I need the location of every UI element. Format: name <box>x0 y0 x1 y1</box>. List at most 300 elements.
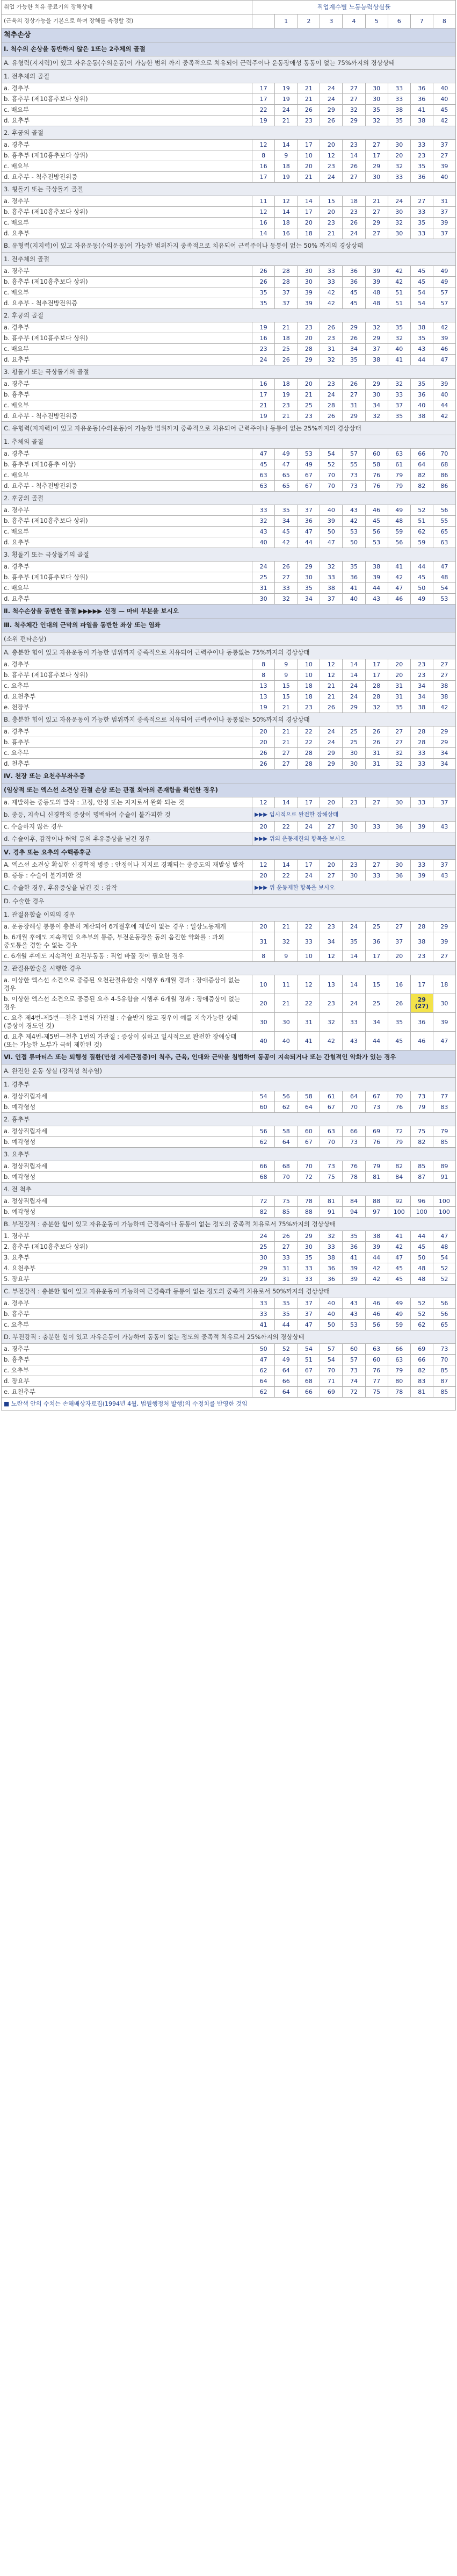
rate-cell: 55 <box>433 516 455 527</box>
rate-cell: 33 <box>365 870 388 881</box>
rate-cell: 58 <box>275 1126 298 1137</box>
rate-cell: 56 <box>388 537 410 548</box>
rate-cell: 28 <box>320 400 343 411</box>
rate-cell: 42 <box>275 537 298 548</box>
rate-cell: 36 <box>343 1242 365 1253</box>
rate-cell: 20 <box>252 922 275 932</box>
rate-cell: 18 <box>433 975 455 994</box>
rate-cell: 20 <box>388 951 410 962</box>
row-label: d. 요추부 <box>2 594 252 605</box>
rate-cell: 51 <box>410 516 433 527</box>
rate-cell: 21 <box>275 726 298 737</box>
rate-cell: 31 <box>275 1274 298 1285</box>
rate-cell: 33 <box>388 390 410 400</box>
rate-cell: 79 <box>388 470 410 481</box>
rate-cell: 14 <box>298 196 320 207</box>
row-label: b. 흉추부 (제10흉추보다 상위) <box>2 277 252 287</box>
rate-cell: 89 <box>433 1161 455 1172</box>
row-label: c. 배요부 <box>2 400 252 411</box>
table-row <box>2 681 456 692</box>
rate-cell: 18 <box>298 228 320 239</box>
subheading-row <box>2 309 456 322</box>
rate-cell: 94 <box>343 1207 365 1218</box>
rate-cell: 35 <box>388 322 410 333</box>
rate-cell: 24 <box>252 355 275 365</box>
row-label: d. 수술이후, 감작이나 허약 등의 후유증상을 남긴 경우 <box>2 832 252 846</box>
rate-cell: 66 <box>410 449 433 459</box>
rate-cell: 43 <box>433 870 455 881</box>
rate-cell: 70 <box>343 1102 365 1113</box>
subheading-row <box>2 1113 456 1126</box>
header-col: 7 <box>410 15 433 28</box>
rate-cell: 23 <box>298 116 320 126</box>
rate-cell: 50 <box>252 1344 275 1355</box>
row-label: e. 천장부 <box>2 702 252 713</box>
rate-cell: 37 <box>298 505 320 516</box>
title-row <box>2 28 456 42</box>
rate-cell: 24 <box>320 94 343 105</box>
rate-cell: 16 <box>252 218 275 228</box>
rate-cell: 64 <box>275 1365 298 1376</box>
rate-cell: 27 <box>433 150 455 161</box>
rate-cell: 70 <box>433 449 455 459</box>
rate-cell: 53 <box>365 537 388 548</box>
reference-row <box>2 881 456 895</box>
rate-cell: 70 <box>320 1365 343 1376</box>
row-label: 5. 장요부 <box>2 1274 252 1285</box>
rate-cell: 67 <box>298 1137 320 1148</box>
rate-cell: 39 <box>298 287 320 298</box>
rate-cell: 31 <box>388 681 410 692</box>
rate-cell: 88 <box>298 1207 320 1218</box>
rate-cell: 21 <box>275 922 298 932</box>
rate-cell: 76 <box>365 1137 388 1148</box>
rate-cell: 21 <box>365 196 388 207</box>
rate-cell: 38 <box>320 1253 343 1263</box>
row-label: a. 재발하는 중등도의 발작 : 고정, 안정 또는 지지로서 완화 되는 것 <box>2 797 252 808</box>
rate-cell: 10 <box>252 975 275 994</box>
rate-cell: 34 <box>343 344 365 355</box>
rate-cell: 82 <box>252 1207 275 1218</box>
rate-cell: 42 <box>365 1263 388 1274</box>
header-col: 6 <box>388 15 410 28</box>
rate-cell: 52 <box>410 1298 433 1309</box>
rate-cell: 29 <box>320 759 343 769</box>
rate-cell: 35 <box>410 161 433 172</box>
rate-cell: 59 <box>388 1320 410 1330</box>
rate-cell: 41 <box>298 1032 320 1050</box>
rate-cell: 23 <box>320 994 343 1013</box>
table-row <box>2 975 456 994</box>
rate-cell: 26 <box>343 333 365 344</box>
row-label: a. 경추부 <box>2 505 252 516</box>
rate-cell: 23 <box>410 150 433 161</box>
rate-cell: 23 <box>343 207 365 218</box>
rate-cell: 25 <box>365 994 388 1013</box>
rate-cell: 39 <box>433 1013 455 1032</box>
row-label: b. 예각형성 <box>2 1207 252 1218</box>
table-row <box>2 1298 456 1309</box>
rate-cell: 38 <box>433 692 455 702</box>
rate-cell: 30 <box>388 228 410 239</box>
rate-cell: 18 <box>298 681 320 692</box>
rate-cell: 35 <box>343 932 365 951</box>
rate-cell: 33 <box>410 797 433 808</box>
subheading-row <box>2 1148 456 1161</box>
table-row <box>2 449 456 459</box>
rate-cell: 54 <box>410 287 433 298</box>
subheading-row <box>2 1218 456 1231</box>
section-heading-row <box>2 846 456 860</box>
subheading-text: 2. 흉추부 <box>2 1113 456 1126</box>
rate-cell: 60 <box>365 1355 388 1365</box>
rate-cell: 28 <box>298 344 320 355</box>
rate-cell: 43 <box>343 1032 365 1050</box>
rate-cell: 19 <box>252 116 275 126</box>
rate-cell: 27 <box>388 737 410 748</box>
subheading-row <box>2 713 456 726</box>
rate-cell: 34 <box>320 932 343 951</box>
rate-cell: 26 <box>343 161 365 172</box>
row-label: a. 경추부 <box>2 1298 252 1309</box>
rate-cell: 58 <box>365 459 388 470</box>
rate-cell: 37 <box>433 860 455 870</box>
rate-cell: 52 <box>410 505 433 516</box>
rate-cell: 20 <box>320 860 343 870</box>
rate-cell: 46 <box>365 1309 388 1320</box>
rate-cell: 29 <box>252 1263 275 1274</box>
rate-cell: 36 <box>410 94 433 105</box>
table-row <box>2 537 456 548</box>
rate-cell: 73 <box>343 481 365 492</box>
rate-cell: 76 <box>365 470 388 481</box>
rate-cell: 12 <box>275 196 298 207</box>
rate-cell: 26 <box>252 266 275 277</box>
row-label: a. 정상직립자세 <box>2 1091 252 1102</box>
table-row <box>2 951 456 962</box>
rate-cell: 16 <box>388 975 410 994</box>
rate-cell: 33 <box>410 748 433 759</box>
rate-cell: 42 <box>320 1032 343 1050</box>
rate-cell: 30 <box>343 759 365 769</box>
rate-cell: 45 <box>343 298 365 309</box>
table-row <box>2 822 456 832</box>
rate-cell: 63 <box>433 537 455 548</box>
rate-cell: 23 <box>343 140 365 150</box>
rate-cell: 19 <box>275 83 298 94</box>
rate-cell: 20 <box>298 161 320 172</box>
table-row <box>2 1344 456 1355</box>
rate-cell: 47 <box>298 527 320 537</box>
table-row <box>2 1263 456 1274</box>
rate-cell: 20 <box>320 207 343 218</box>
rate-cell: 28 <box>275 277 298 287</box>
rate-cell: 77 <box>365 1376 388 1387</box>
rate-cell: 70 <box>433 1355 455 1365</box>
rate-cell: 32 <box>320 355 343 365</box>
row-label: b. 6개월 후에도 지속적인 요추부의 통증, 부전운동장을 동의 음진한 약화를 : 과외 중도통을 경할 수 없는 경우 <box>2 932 252 951</box>
row-label: b. 흉추부 <box>2 737 252 748</box>
section-heading: Ⅳ. 천장 또는 요천추부좌추증 <box>2 769 456 783</box>
section-heading: Ⅰ. 척수의 손상을 동반하지 않은 1또는 2추체의 골절 <box>2 42 456 56</box>
section-heading-row <box>2 783 456 797</box>
rate-cell: 71 <box>320 1376 343 1387</box>
row-label: A. 엑스선 소견상 확실한 신경학적 병증 : 안정이나 지지로 경쾌되는 중증도의 재발성 발작 <box>2 860 252 870</box>
rate-cell: 56 <box>433 1309 455 1320</box>
rate-cell: 32 <box>388 218 410 228</box>
rate-cell: 45 <box>388 1263 410 1274</box>
section-heading-row <box>2 42 456 56</box>
rate-cell: 9 <box>275 150 298 161</box>
row-label: a. 경추부 <box>2 659 252 670</box>
rate-cell: 61 <box>388 459 410 470</box>
subheading-row <box>2 239 456 253</box>
rate-cell: 79 <box>410 1102 433 1113</box>
rate-cell: 20 <box>320 797 343 808</box>
rate-cell: 79 <box>433 1126 455 1137</box>
rate-cell: 32 <box>365 411 388 422</box>
rate-cell: 26 <box>365 737 388 748</box>
rate-cell: 21 <box>275 994 298 1013</box>
rate-cell: 91 <box>433 1172 455 1183</box>
rate-cell: 75 <box>275 1196 298 1207</box>
rate-cell: 70 <box>298 1161 320 1172</box>
table-row <box>2 1376 456 1387</box>
row-label: b. 예각형성 <box>2 1137 252 1148</box>
rate-cell: 35 <box>252 287 275 298</box>
rate-cell: 40 <box>388 344 410 355</box>
table-row <box>2 287 456 298</box>
rate-cell: 33 <box>388 83 410 94</box>
table-row <box>2 726 456 737</box>
rate-cell: 75 <box>320 1172 343 1183</box>
rate-cell: 12 <box>320 670 343 681</box>
rate-cell: 67 <box>320 1102 343 1113</box>
subheading-row <box>2 183 456 196</box>
rate-cell: 87 <box>433 1376 455 1387</box>
rate-cell: 66 <box>388 1344 410 1355</box>
row-label: b. 흉추부 <box>2 1309 252 1320</box>
rate-cell: 44 <box>365 583 388 594</box>
subheading-row <box>2 56 456 70</box>
rate-cell: 72 <box>252 1196 275 1207</box>
highlighted-rate-cell: 29 (27) <box>410 994 433 1013</box>
subheading-text: 1. 관절유합술 이외의 경우 <box>2 908 456 922</box>
rate-cell: 24 <box>343 681 365 692</box>
rate-cell: 62 <box>252 1137 275 1148</box>
rate-cell: 22 <box>252 105 275 116</box>
subheading-text: D. 부전강직 : 충분한 힘이 있고 자유운동이 가능하여 동통이 없는 정도의 중족적 치유로서 25%까지의 경상상태 <box>2 1330 456 1344</box>
table-row <box>2 860 456 870</box>
rate-cell: 24 <box>320 172 343 183</box>
table-row <box>2 140 456 150</box>
subheading-text: C. 부전강직 : 충분한 힘이 있고 자유운동이 가능하여 근경축과 동통이 없는 정도의 중족적 치유로서 50%까지의 경상상태 <box>2 1285 456 1298</box>
rate-cell: 29 <box>365 161 388 172</box>
rate-cell: 28 <box>365 692 388 702</box>
rate-cell: 72 <box>298 1172 320 1183</box>
rate-cell: 43 <box>410 344 433 355</box>
rate-cell: 42 <box>433 322 455 333</box>
row-label: c. 수술하지 않은 경우 <box>2 822 252 832</box>
rate-cell: 40 <box>320 1309 343 1320</box>
rate-cell: 47 <box>275 459 298 470</box>
rate-cell: 77 <box>433 1091 455 1102</box>
table-row <box>2 1274 456 1285</box>
rate-cell: 39 <box>365 277 388 287</box>
rate-cell: 24 <box>343 228 365 239</box>
rate-cell: 41 <box>252 1320 275 1330</box>
rate-cell: 76 <box>365 481 388 492</box>
rate-cell: 16 <box>252 333 275 344</box>
rate-cell: 19 <box>252 702 275 713</box>
rate-cell: 29 <box>433 737 455 748</box>
header-col: 1 <box>275 15 298 28</box>
table-row <box>2 196 456 207</box>
rate-cell: 60 <box>252 1102 275 1113</box>
rate-cell: 17 <box>410 975 433 994</box>
rate-cell: 34 <box>433 748 455 759</box>
reference-row <box>2 832 456 846</box>
rate-cell: 27 <box>343 94 365 105</box>
rate-cell: 36 <box>410 1013 433 1032</box>
rate-cell: 30 <box>343 822 365 832</box>
rate-cell: 47 <box>433 1032 455 1050</box>
rate-cell: 33 <box>275 1253 298 1263</box>
rate-cell: 24 <box>320 83 343 94</box>
rate-cell: 57 <box>433 287 455 298</box>
rate-cell: 45 <box>365 516 388 527</box>
table-row <box>2 1137 456 1148</box>
rate-cell: 26 <box>298 105 320 116</box>
table-row <box>2 1013 456 1032</box>
row-label: c. 요추부 <box>2 1365 252 1376</box>
rate-cell: 45 <box>410 572 433 583</box>
rate-cell: 56 <box>252 1126 275 1137</box>
rate-cell: 67 <box>298 481 320 492</box>
rate-cell: 39 <box>433 161 455 172</box>
row-label: d. 요추 제4번-제5번—천추 1번의 가관절 : 증상이 심하고 일시적으로 완전한 장애상태 (또는 가능한 노부가 극히 제한된 것) <box>2 1032 252 1050</box>
row-label: c. 요추 제4번-제5번—천추 1번의 가관절 : 수술받지 않고 경우이 예를 지속가능한 상태 (증상이 경도인 것) <box>2 1013 252 1032</box>
rate-cell: 44 <box>410 1231 433 1242</box>
rate-cell: 76 <box>343 1161 365 1172</box>
rate-cell: 31 <box>388 692 410 702</box>
section-heading: Ⅵ. 인접 류마티스 또는 퇴행성 질환(만성 지세근점증)이 척추, 근육, 인대와 근막을 침범하여 동공이 지속되거나 또는 간헐적인 악화가 있는 경우 <box>2 1050 456 1064</box>
rate-cell: 21 <box>320 692 343 702</box>
row-label: b. 흉추부 (제10흉추보다 상위) <box>2 670 252 681</box>
rate-cell: 47 <box>320 537 343 548</box>
row-label: a. 운동장해성 통통이 충분히 계산되어 6개월후에 재발이 없는 경우 : 일상노동재개 <box>2 922 252 932</box>
rate-cell: 62 <box>252 1387 275 1398</box>
rate-cell: 35 <box>252 298 275 309</box>
rate-cell: 12 <box>320 951 343 962</box>
table-row <box>2 659 456 670</box>
rate-cell: 14 <box>343 659 365 670</box>
rate-cell: 39 <box>365 1242 388 1253</box>
rate-cell: 27 <box>433 659 455 670</box>
rate-cell: 34 <box>298 594 320 605</box>
rate-cell: 17 <box>298 860 320 870</box>
rate-cell: 24 <box>343 922 365 932</box>
rate-cell: 37 <box>298 1298 320 1309</box>
rate-cell: 38 <box>365 1231 388 1242</box>
table-row <box>2 870 456 881</box>
rate-cell: 14 <box>275 860 298 870</box>
rate-cell: 50 <box>320 1320 343 1330</box>
rate-cell: 20 <box>252 737 275 748</box>
rate-cell: 46 <box>388 594 410 605</box>
rate-cell: 68 <box>433 459 455 470</box>
header-row-2 <box>2 15 456 28</box>
rate-cell: 14 <box>343 975 365 994</box>
rate-cell: 23 <box>252 344 275 355</box>
rate-cell: 51 <box>298 1355 320 1365</box>
rate-cell: 52 <box>410 1309 433 1320</box>
rate-cell: 24 <box>388 196 410 207</box>
rate-cell: 73 <box>343 1365 365 1376</box>
rate-cell: 64 <box>298 1102 320 1113</box>
rate-cell: 24 <box>320 390 343 400</box>
rate-cell: 20 <box>252 870 275 881</box>
rate-cell: 26 <box>343 379 365 390</box>
rate-cell: 37 <box>388 400 410 411</box>
rate-cell: 14 <box>343 951 365 962</box>
rate-cell: 64 <box>410 459 433 470</box>
rate-cell: 39 <box>343 1263 365 1274</box>
header-col-blank <box>252 15 275 28</box>
rate-cell: 33 <box>388 172 410 183</box>
subheading-row <box>2 895 456 908</box>
table-row <box>2 994 456 1013</box>
rate-cell: 23 <box>320 379 343 390</box>
rate-cell: 33 <box>343 1013 365 1032</box>
rate-cell: 27 <box>343 172 365 183</box>
rate-cell: 28 <box>365 681 388 692</box>
rate-cell: 33 <box>410 860 433 870</box>
rate-cell: 70 <box>275 1172 298 1183</box>
rate-cell: 15 <box>320 196 343 207</box>
rate-cell: 82 <box>410 470 433 481</box>
section-heading: Ⅲ. 척추체간 인대의 근막의 파열을 동반한 좌상 또는 염좌 <box>2 618 456 632</box>
rate-cell: 23 <box>320 333 343 344</box>
rate-cell: 21 <box>252 400 275 411</box>
row-label: d. 요추부 <box>2 116 252 126</box>
rate-cell: 21 <box>298 94 320 105</box>
row-label: d. 요천추부 <box>2 692 252 702</box>
rate-cell: 34 <box>365 1013 388 1032</box>
rate-cell: 79 <box>388 481 410 492</box>
row-label: d. 요추부 - 척추전방전위증 <box>2 481 252 492</box>
rate-cell: 20 <box>298 379 320 390</box>
rate-cell: 54 <box>252 1091 275 1102</box>
row-label: a. 경추부 <box>2 266 252 277</box>
row-label: d. 요추부 - 척추전방전위증 <box>2 298 252 309</box>
subheading-text: 3. 횡돌기 또는 극상돌기의 골절 <box>2 548 456 562</box>
rate-cell: 29 <box>343 411 365 422</box>
rate-cell: 45 <box>388 1274 410 1285</box>
rate-cell: 47 <box>433 562 455 572</box>
rate-cell: 79 <box>388 1137 410 1148</box>
rate-cell: 16 <box>275 228 298 239</box>
rate-cell: 49 <box>388 1309 410 1320</box>
rate-cell: 67 <box>298 1365 320 1376</box>
rate-cell: 54 <box>433 583 455 594</box>
rate-cell: 59 <box>410 537 433 548</box>
rate-cell: 65 <box>433 527 455 537</box>
rate-cell: 32 <box>365 116 388 126</box>
page-title: 척추손상 <box>2 28 456 42</box>
rate-cell: 45 <box>433 105 455 116</box>
subheading-text: 2. 관절유합술을 시행한 경우 <box>2 962 456 975</box>
